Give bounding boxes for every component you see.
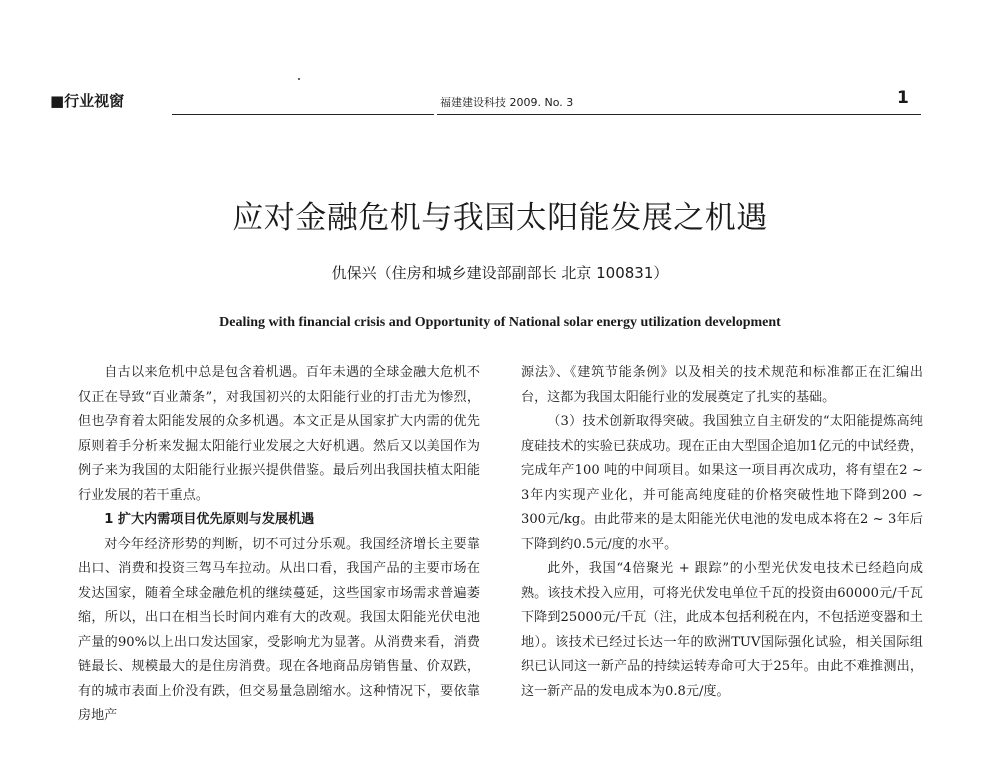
article-english-title: Dealing with financial crisis and Opportunity of National solar energy utilization development bbox=[219, 315, 781, 330]
right-column bbox=[521, 361, 923, 704]
tech-innovation-paragraph: （3）技术创新取得突破。我国独立自主研发的“太阳能提炼高纯度硅技术的实验已获成功。现在正由大型国企追加1亿元的中试经费，完成年产100 吨的中间项目。如果这一项目再次成功，将有望在2 ~ 3年内实现产业化，并可能高纯度硅的价格突破性地下降到200 ~ 300元/kg。由此带来的是太阳能光伏电池的发电成本将在2 ~ 3年后下降到约0.5元/度的水平。 bbox=[521, 414, 923, 552]
left-column bbox=[78, 361, 480, 729]
scan-speck bbox=[298, 78, 300, 80]
header-rule-under bbox=[437, 114, 921, 115]
section-label: ■行业视窗 bbox=[50, 92, 125, 110]
continued-paragraph: 源法》、《建筑节能条例》以及相关的技术规范和标准都正在汇编出台，这都为我国太阳能行业的发展奠定了扎实的基础。 bbox=[521, 365, 923, 405]
concentrator-paragraph: 此外，我国“4倍聚光 + 跟踪”的小型光伏发电技术已经趋向成熟。该技术投入应用，可将光伏发电单位千瓦的投资由60000元/千瓦下降到25000元/千瓦（注，此成本包括利税在内，不包括逆变器和土地）。该技术已经过长达一年的欧洲TUV国际强化试验，相关国际组织已认同这一新产品的持续运转寿命可大于25年。由此不难推测出，这一新产品的发电成本为0.8元/度。 bbox=[521, 561, 923, 699]
article-author: 仇保兴（住房和城乡建设部副部长 北京 100831） bbox=[331, 264, 669, 282]
section-1-heading: 1 扩大内需项目优先原则与发展机遇 bbox=[104, 512, 315, 527]
header-rule-left bbox=[172, 114, 434, 115]
article-title: 应对金融危机与我国太阳能发展之机遇 bbox=[232, 200, 768, 236]
journal-info: 福建建设科技 2009. No. 3 bbox=[440, 96, 574, 109]
page-number: 1 bbox=[897, 88, 909, 108]
section-1-paragraph: 对今年经济形势的判断，切不可过分乐观。我国经济增长主要靠出口、消费和投资三驾马车拉动。从出口看，我国产品的主要市场在发达国家，随着全球金融危机的继续蔓延，这些国家市场需求普遍萎缩，所以，出口在相当长时间内难有大的改观。我国太阳能光伏电池产量的90%以上出口发达国家，受影响尤为显著。从消费来看，消费链最长、规模最大的是住房消费。现在各地商品房销售量、价双跌，有的城市表面上价没有跌，但交易量急剧缩水。这种情况下，要依靠房地产 bbox=[78, 536, 480, 723]
intro-paragraph: 自古以来危机中总是包含着机遇。百年未遇的全球金融大危机不仅正在导致“百业萧条”，对我国初兴的太阳能行业的打击尤为惨烈，但也孕育着太阳能发展的众多机遇。本文正是从国家扩大内需的优先原则着手分析来发掘太阳能行业发展之大好机遇。然后又以美国作为例子来为我国的太阳能行业振兴提供借鉴。最后列出我国扶植太阳能行业发展的若干重点。 bbox=[78, 365, 480, 503]
